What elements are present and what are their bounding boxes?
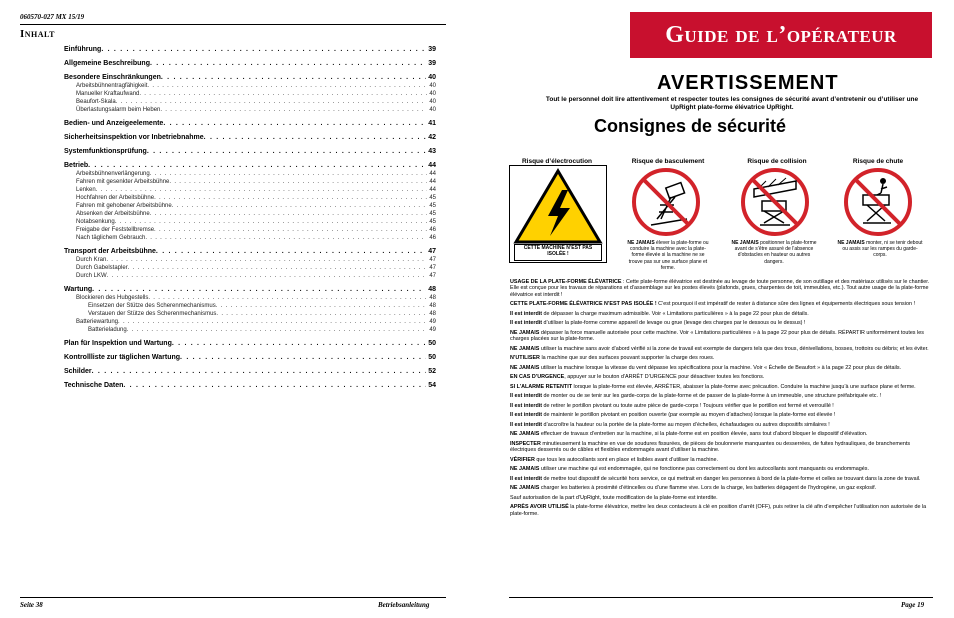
safety-rule-text: Sauf autorisation de la part d’UpRight, toute modification de la plate-forme est interdite. xyxy=(510,494,718,501)
safety-rule-keyword: Il est interdit xyxy=(510,475,543,482)
toc-entry-page: 45 xyxy=(429,219,436,225)
toc-entry-label: Schilder xyxy=(64,368,92,375)
toc-entry-label: Batterieladung xyxy=(88,327,127,333)
toc-entry-page: 48 xyxy=(429,295,436,301)
toc-entry-page: 44 xyxy=(429,171,436,177)
toc-leader-dots xyxy=(107,273,428,279)
toc-subentry xyxy=(64,225,436,233)
toc-entry-page: 47 xyxy=(429,265,436,271)
hazard-desc-tipover: NE JAMAIS élever la plate-forme ou conduire la machine avec la plate-forme élevée si la machine ne se trouve pas sur une surface plane et ferme. xyxy=(627,240,709,271)
toc-entry xyxy=(64,160,436,169)
toc-entry-label: Manueller Kraftaufwand xyxy=(76,91,140,97)
toc-title: Inhalt xyxy=(20,28,55,40)
toc-entry-page: 44 xyxy=(428,162,436,169)
toc-subentry xyxy=(64,293,436,301)
toc-entry xyxy=(64,44,436,53)
safety-rule-keyword: NE JAMAIS xyxy=(510,345,540,352)
toc-entry-label: Lenken xyxy=(76,187,96,193)
toc-entry-page: 45 xyxy=(429,195,436,201)
toc-entry-page: 47 xyxy=(429,257,436,263)
safety-rule-text: C’est pourquoi il est impératif de rester à distance sûre des lignes et équipements électriques sous tension ! xyxy=(656,301,915,308)
safety-rule-keyword: Il est interdit xyxy=(510,393,543,400)
toc-entry-label: Besondere Einschränkungen xyxy=(64,74,161,81)
safety-rule-text: minutieusement la machine en vue de soudures fissurées, de pièces de boulonnerie manquantes ou desserrées, de fuites hydrauliques, de branchements électriques desserrés ou de câbles et flexibles endommagés avant d’utiliser la machine. xyxy=(510,440,911,454)
toc-entry xyxy=(64,146,436,155)
hazard-desc-collision: NE JAMAIS positionner la plate-forme avant de s’être assuré de l’absence d’obstacles en hauteur ou autres dangers. xyxy=(731,240,817,265)
toc-leader-dots xyxy=(156,248,426,255)
toc-leader-dots xyxy=(161,74,426,81)
toc-entry-page: 39 xyxy=(428,60,436,67)
toc-leader-dots xyxy=(101,46,426,53)
tip-over-prohibited-icon xyxy=(631,167,701,237)
toc-subentry xyxy=(64,255,436,263)
safety-rule-text: de dépasser la charge maximum admissible. Voir « Limitations particulières » à la page 22 pour plus de détails. xyxy=(542,310,809,317)
footer-rule xyxy=(20,597,446,598)
safety-rule-keyword: Il est interdit xyxy=(510,402,543,409)
toc-subentry xyxy=(64,317,436,325)
toc-entry-page: 52 xyxy=(428,368,436,375)
toc-subentry xyxy=(64,263,436,271)
toc-leader-dots xyxy=(145,235,427,241)
toc-entry-label: Fahren mit gesenkter Arbeitsbühne xyxy=(76,179,170,185)
toc-entry-page: 54 xyxy=(428,382,436,389)
safety-rule-text: , appuyer sur le bouton d’ARRÊT D’URGENCE pour désactiver toutes les fonctions. xyxy=(564,374,765,381)
safety-rule-text: dépasser la force manuelle autorisée pour cette machine. Voir « Limitations particulières » à la page 22 pour plus de détails. RÉPARTIR uniformément toutes les charges placées sur la plate-forme. xyxy=(510,329,924,343)
safety-rule-keyword: INSPECTER xyxy=(510,440,541,447)
safety-rule xyxy=(510,393,933,399)
safety-rule-text: que tous les autocollants sont en place et lisibles avant d’utiliser la machine. xyxy=(534,456,718,463)
toc-entry-label: Überlastungsalarm beim Heben xyxy=(76,107,161,113)
safety-rule xyxy=(510,320,933,326)
footer-page-number: Page 19 xyxy=(901,601,925,609)
safety-rule-keyword: VÉRIFIER xyxy=(510,456,535,463)
safety-rule-text: d’utiliser la plate-forme comme appareil de levage ou grue (levage des charges par le dessous ou le dessus) ! xyxy=(542,320,806,327)
toc-leader-dots xyxy=(204,134,427,141)
toc-entry-page: 40 xyxy=(429,91,436,97)
safety-rule-text: de retirer le portillon pivotant ou toute autre pièce de garde-corps ! Toujours vérifier que le portillon est fermé et verrouillé ! xyxy=(542,402,834,409)
toc-subentry xyxy=(64,209,436,217)
toc-entry-label: Kontrollliste zur täglichen Wartung xyxy=(64,354,181,361)
safety-rule xyxy=(510,330,933,343)
guide-banner xyxy=(630,12,932,58)
header-rule xyxy=(20,24,446,25)
toc-subentry xyxy=(64,193,436,201)
toc-entry xyxy=(64,58,436,67)
toc-entry-label: Einführung xyxy=(64,46,102,53)
safety-rule-text: utiliser la machine lorsque la vitesse du vent dépasse les spécifications pour la machine. Voir « Échelle de Beaufort » à la page 22 pour plus de détails. xyxy=(539,364,902,371)
toc-entry xyxy=(64,284,436,293)
hazard-label-electrocution: Risque d’électrocution xyxy=(521,158,593,165)
toc-subentry xyxy=(64,233,436,241)
toc-entry-label: Verstauen der Stütze des Scherenmechanismus xyxy=(88,311,217,317)
toc-entry-label: Betrieb xyxy=(64,162,89,169)
safety-rule xyxy=(510,365,933,371)
safety-rule-keyword: APRÈS AVOIR UTILISÉ xyxy=(510,504,569,511)
safety-rule xyxy=(510,504,933,517)
toc-subentry xyxy=(64,89,436,97)
toc-entry xyxy=(64,72,436,81)
toc-subentry xyxy=(64,301,436,309)
toc-entry-page: 46 xyxy=(429,227,436,233)
safety-rule xyxy=(510,279,933,298)
safety-rule-text: charger les batteries à proximité d’étincelles ou d’une flamme vive. Lors de la charge, les batteries dégagent de l’hydrogène, un gaz explosif. xyxy=(539,485,877,492)
toc-entry-label: Beaufort-Skala xyxy=(76,99,116,105)
toc-entry-label: Systemfunktionsprüfung xyxy=(64,148,147,155)
toc-subentry xyxy=(64,105,436,113)
safety-rule xyxy=(510,374,933,380)
toc-entry xyxy=(64,246,436,255)
safety-rule xyxy=(510,495,933,501)
safety-rule-keyword: CETTE PLATE-FORME ÉLÉVATRICE N’EST PAS ISOLÉE ! xyxy=(510,301,657,308)
toc-entry-label: Allgemeine Beschreibung xyxy=(64,60,150,67)
safety-rule-keyword: Il est interdit xyxy=(510,412,543,419)
safety-rule-text: la machine que sur des surfaces pouvant supporter la charge des roues. xyxy=(539,355,715,362)
toc-entry xyxy=(64,352,436,361)
fall-prohibited-icon xyxy=(843,167,913,237)
toc-entry-label: Arbeitsbühnenverlängerung xyxy=(76,171,150,177)
safety-rule-text: la plate-forme élévatrice, mettre les deux contacteurs à clé en position d’arrêt (OFF), puis retirer la clé afin d’empêcher l’utilisation non autorisée de la plate-forme. xyxy=(510,504,927,517)
toc-entry-page: 41 xyxy=(428,120,436,127)
toc-entry-page: 40 xyxy=(429,99,436,105)
toc-subentry xyxy=(64,177,436,185)
safety-rule xyxy=(510,485,933,491)
toc-leader-dots xyxy=(88,162,426,169)
safety-rule-text: : Cette plate-forme élévatrice est destinée au levage de toute personne, de son outillage et des matériaux utilisés sur le chantier. Elle est conçue pour les travaux de réparations et d’assemblage sur les postes élevés (plafonds, grues, charpentes de toit, immeubles, etc.). Tout autre usage de la plate-forme élévatrice est interdit ! xyxy=(510,279,930,298)
electrocution-sign xyxy=(509,165,607,263)
toc-entry xyxy=(64,380,436,389)
footer-manual-name: Betriebsanleitung xyxy=(378,601,430,609)
safety-rule-keyword: N’UTILISER xyxy=(510,355,540,362)
toc-entry-page: 45 xyxy=(429,203,436,209)
safety-rule-keyword: USAGE DE LA PLATE-FORME ÉLÉVATRICE xyxy=(510,279,622,285)
footer-rule xyxy=(509,597,933,598)
toc-entry-page: 47 xyxy=(429,273,436,279)
safety-rule-keyword: Il est interdit xyxy=(510,310,543,317)
safety-rule-text: utiliser une machine qui est endommagée, qui ne fonctionne pas correctement ou dont les autocollants sont manquants ou endommagés. xyxy=(539,466,869,473)
safety-rule-keyword: Il est interdit xyxy=(510,320,543,327)
toc-entry-page: 46 xyxy=(429,235,436,241)
toc-entry-label: Durch Gabelstapler xyxy=(76,265,128,271)
toc-entry-label: Blockieren des Hubgestells xyxy=(76,295,149,301)
toc-entry-page: 49 xyxy=(429,327,436,333)
toc-entry-page: 49 xyxy=(429,319,436,325)
safety-rule-text: de monter ou de se tenir sur les garde-corps de la plate-forme et de passer de la plate-forme à un immeuble, une structure préfabriquée etc. ! xyxy=(542,393,881,400)
safety-rule xyxy=(510,412,933,418)
toc-entry-label: Sicherheitsinspektion vor Inbetriebnahme xyxy=(64,134,204,141)
safety-rule xyxy=(510,384,933,390)
toc-entry-label: Transport der Arbeitsbühne xyxy=(64,248,156,255)
safety-rule xyxy=(510,422,933,428)
toc-leader-dots xyxy=(92,286,426,293)
toc-entry-page: 42 xyxy=(428,134,436,141)
toc-entry-page: 40 xyxy=(429,107,436,113)
hazard-desc-fall: NE JAMAIS monter, ni se tenir debout ou assis sur les rampes du garde-corps. xyxy=(837,240,923,259)
toc-subentry xyxy=(64,325,436,333)
toc-entry xyxy=(64,132,436,141)
safety-rule xyxy=(510,311,933,317)
toc-entry-label: Hochfahren der Arbeitsbühne xyxy=(76,195,155,201)
toc-entry-label: Plan für Inspektion und Wartung xyxy=(64,340,172,347)
toc-subentry xyxy=(64,185,436,193)
toc-entry-page: 48 xyxy=(429,303,436,309)
safety-rule xyxy=(510,431,933,437)
safety-rule-keyword: NE JAMAIS xyxy=(510,466,540,473)
safety-rule-text: utiliser la machine sans avoir d’abord vérifié si la zone de travail est exempte de dangers tels que des trous, dénivellations, bosses, trottoirs ou débris; et les éviter. xyxy=(539,345,929,352)
toc-entry-page: 44 xyxy=(429,179,436,185)
safety-rule xyxy=(510,355,933,361)
toc-entry-label: Freigabe der Feststellbremse xyxy=(76,227,155,233)
toc-entry-label: Einsetzen der Stütze des Scherenmechanismus xyxy=(88,303,216,309)
warning-heading: AVERTISSEMENT xyxy=(657,72,839,94)
safety-rule-text: de maintenir le portillon pivotant en position ouverte (par exemple au moyen d’attaches) lorsque la plate-forme est élevée ! xyxy=(542,412,836,419)
safety-rule-keyword: EN CAS D’URGENCE xyxy=(510,374,565,381)
toc-entry-page: 40 xyxy=(429,83,436,89)
toc-entry-page: 47 xyxy=(428,248,436,255)
safety-rule-text: effectuer de travaux d’entretien sur la machine, si la plate-forme est en position élevée, sans tout d’abord bloquer le dispositif d’élévation. xyxy=(539,431,868,438)
toc-leader-dots xyxy=(123,382,426,389)
safety-rule-text: lorsque la plate-forme est élevée, ARRÊTER, abaisser la plate-forme avec précaution. Conduire la machine jusqu’à une surface plane et ferme. xyxy=(572,383,916,390)
safety-rule-text: de mettre tout dispositif de sécurité hors service, ce qui mettrait en danger les personnes à bord de la plate-forme et celles se trouvant dans la zone de travail. xyxy=(542,475,921,482)
toc-leader-dots xyxy=(150,60,426,67)
toc-subentry xyxy=(64,309,436,317)
safety-rule-keyword: Il est interdit xyxy=(510,421,543,428)
toc-entry-page: 50 xyxy=(428,354,436,361)
safety-rule-keyword: NE JAMAIS xyxy=(510,485,540,492)
toc-leader-dots xyxy=(92,368,427,375)
toc-entry-label: Notabsenkung xyxy=(76,219,115,225)
toc-entry-label: Fahren mit gehobener Arbeitsbühne xyxy=(76,203,172,209)
toc-entry-label: Technische Daten xyxy=(64,382,124,389)
toc-entry-label: Batteriewartung xyxy=(76,319,119,325)
safety-rule-keyword: NE JAMAIS xyxy=(510,329,540,336)
safety-rule-text: d’accroître la hauteur ou la portée de la plate-forme au moyen d’échelles, échafaudages ou autres dispositifs similaires ! xyxy=(542,421,830,428)
toc-subentry xyxy=(64,169,436,177)
banner-title: Guide de l’opérateur xyxy=(665,21,897,48)
toc-entry-label: Durch LKW xyxy=(76,273,107,279)
hazard-label-tipover: Risque de basculement xyxy=(631,158,705,165)
toc-entry xyxy=(64,338,436,347)
safety-rule xyxy=(510,301,933,307)
toc-subentry xyxy=(64,97,436,105)
toc-entry-page: 48 xyxy=(429,311,436,317)
safety-rule xyxy=(510,476,933,482)
hazard-desc-electrocution: CETTE MACHINE N’EST PAS ISOLÉE ! xyxy=(514,244,602,261)
toc-entry xyxy=(64,366,436,375)
right-page xyxy=(477,0,954,618)
toc-subentry xyxy=(64,201,436,209)
safety-rule xyxy=(510,441,933,454)
footer-page-number: Seite 38 xyxy=(20,601,43,609)
toc-leader-dots xyxy=(127,327,428,333)
warning-text: Tout le personnel doit lire attentivement et respecter toutes les consignes de sécurité avant d’entretenir ou d’utiliser une UpRight plate-forme élévatrice UpRight. xyxy=(545,96,919,111)
toc-entry-label: Nach täglichem Gebrauch xyxy=(76,235,146,241)
safety-rules xyxy=(510,279,933,520)
toc-entry-page: 48 xyxy=(428,286,436,293)
toc-entry-page: 44 xyxy=(429,187,436,193)
toc-entry-page: 45 xyxy=(429,211,436,217)
safety-rule-keyword: SI L’ALARME RETENTIT xyxy=(510,383,572,390)
toc-subentry xyxy=(64,271,436,279)
toc-entry-label: Absenken der Arbeitsbühne xyxy=(76,211,150,217)
toc-entry-page: 39 xyxy=(428,46,436,53)
hazard-label-fall: Risque de chute xyxy=(852,158,904,165)
safety-rule xyxy=(510,466,933,472)
safety-rule xyxy=(510,403,933,409)
safety-rule-keyword: NE JAMAIS xyxy=(510,364,540,371)
toc-entry-label: Bedien- und Anzeigeelemente xyxy=(64,120,164,127)
collision-prohibited-icon xyxy=(740,167,810,237)
toc-entry-page: 40 xyxy=(428,74,436,81)
safety-rule-keyword: NE JAMAIS xyxy=(510,431,540,438)
toc-leader-dots xyxy=(172,340,426,347)
safety-rule xyxy=(510,346,933,352)
toc-entry-page: 50 xyxy=(428,340,436,347)
safety-rule xyxy=(510,457,933,463)
toc-leader-dots xyxy=(147,148,426,155)
toc-entry-label: Arbeitsbühnentragfähigkeit xyxy=(76,83,148,89)
document-number: 060570-027 MX 15/19 xyxy=(20,13,85,21)
toc-leader-dots xyxy=(180,354,426,361)
toc-leader-dots xyxy=(160,107,427,113)
toc-entry-label: Durch Kran xyxy=(76,257,107,263)
toc-subentry xyxy=(64,81,436,89)
toc-entry-label: Wartung xyxy=(64,286,93,293)
toc-leader-dots xyxy=(163,120,426,127)
safety-section-title: Consignes de sécurité xyxy=(594,116,787,136)
hazard-label-collision: Risque de collision xyxy=(747,158,807,165)
toc-entry-page: 43 xyxy=(428,148,436,155)
toc-entry xyxy=(64,118,436,127)
toc-subentry xyxy=(64,217,436,225)
